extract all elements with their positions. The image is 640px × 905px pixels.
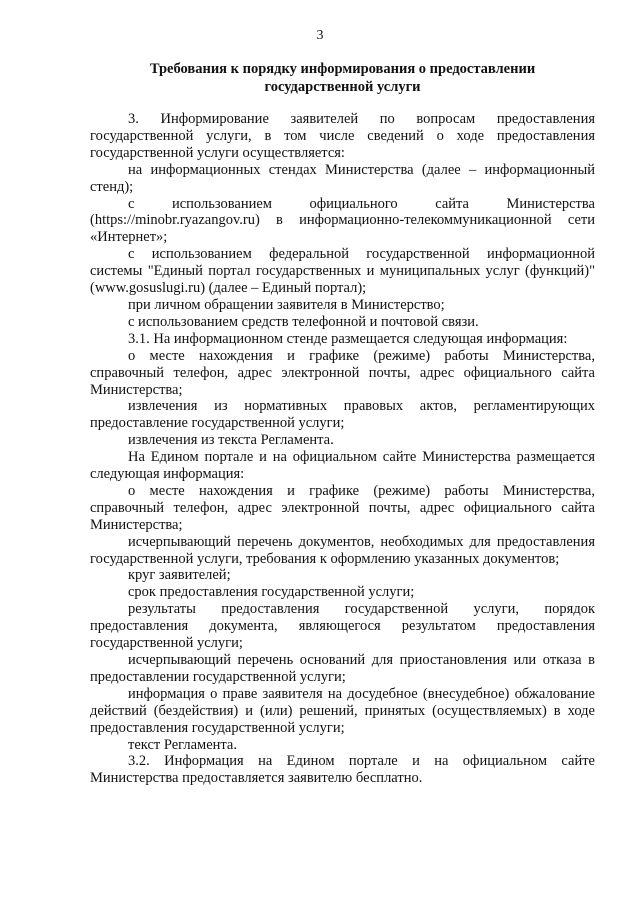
list-item-official-site: с использованием официального сайта Министерства (https://minobr.ryazangov.ru) в информационно-телекоммуникационной сети «Интернет»;	[90, 195, 595, 246]
list-item-refusal-grounds: исчерпывающий перечень оснований для приостановления или отказа в предоставлении государственной услуги;	[90, 652, 595, 685]
list-item-applicants: круг заявителей;	[128, 567, 231, 584]
list-item-info-stands: на информационных стендах Министерства (далее – информационный стенд);	[90, 161, 595, 195]
paragraph-portal-info: На Едином портале и на официальном сайте Министерства размещается следующая информация:	[90, 449, 595, 483]
list-item-service-term: срок предоставления государственной услуги;	[128, 584, 415, 601]
list-item-legal-extracts: извлечения из нормативных правовых актов, регламентирующих предоставление государственной услуги;	[90, 398, 595, 432]
list-item-location-schedule-portal: о месте нахождения и графике (режиме) работы Министерства, справочный телефон, адрес электронной почты, адрес официального сайта Министерства;	[90, 482, 595, 533]
document-body	[90, 111, 595, 787]
paragraph-3-intro: 3. Информирование заявителей по вопросам предоставления государственной услуги, в том числе сведений о ходе предоставления государственной услуги осуществляется:	[90, 111, 595, 161]
list-item-phone-mail: с использованием средств телефонной и почтовой связи.	[128, 313, 479, 330]
paragraph-3-1: 3.1. На информационном стенде размещается следующая информация:	[128, 330, 568, 347]
section-heading	[90, 60, 595, 96]
section-heading-line-2: государственной услуги	[264, 79, 421, 95]
list-item-regulation-extracts: извлечения из текста Регламента.	[128, 432, 334, 449]
list-item-service-results: результаты предоставления государственной услуги, порядок предоставления документа, являющегося результатом предоставления государственной услуги;	[90, 601, 595, 652]
page-number: 3	[316, 28, 324, 43]
list-item-regulation-text: текст Регламента.	[128, 736, 237, 753]
list-item-appeal-rights: информация о праве заявителя на досудебное (внесудебное) обжалование действий (бездействия) и (или) решений, принятых (осуществляемых) в ходе предоставления государственной услуги;	[90, 685, 595, 736]
list-item-documents-list: исчерпывающий перечень документов, необходимых для предоставления государственной услуги, требования к оформлению указанных документов;	[90, 533, 595, 567]
list-item-location-schedule: о месте нахождения и графике (режиме) работы Министерства, справочный телефон, адрес электронной почты, адрес официального сайта Министерства;	[90, 347, 595, 398]
paragraph-3-2: 3.2. Информация на Едином портале и на официальном сайте Министерства предоставляется заявителю бесплатно.	[90, 753, 595, 787]
list-item-personal-visit: при личном обращении заявителя в Министерство;	[128, 296, 445, 313]
section-heading-line-1: Требования к порядку информирования о предоставлении	[149, 61, 536, 77]
list-item-unified-portal: с использованием федеральной государственной информационной системы "Единый портал государственных и муниципальных услуг (функций)" (www.gosuslugi.ru) (далее – Единый портал);	[90, 246, 595, 297]
